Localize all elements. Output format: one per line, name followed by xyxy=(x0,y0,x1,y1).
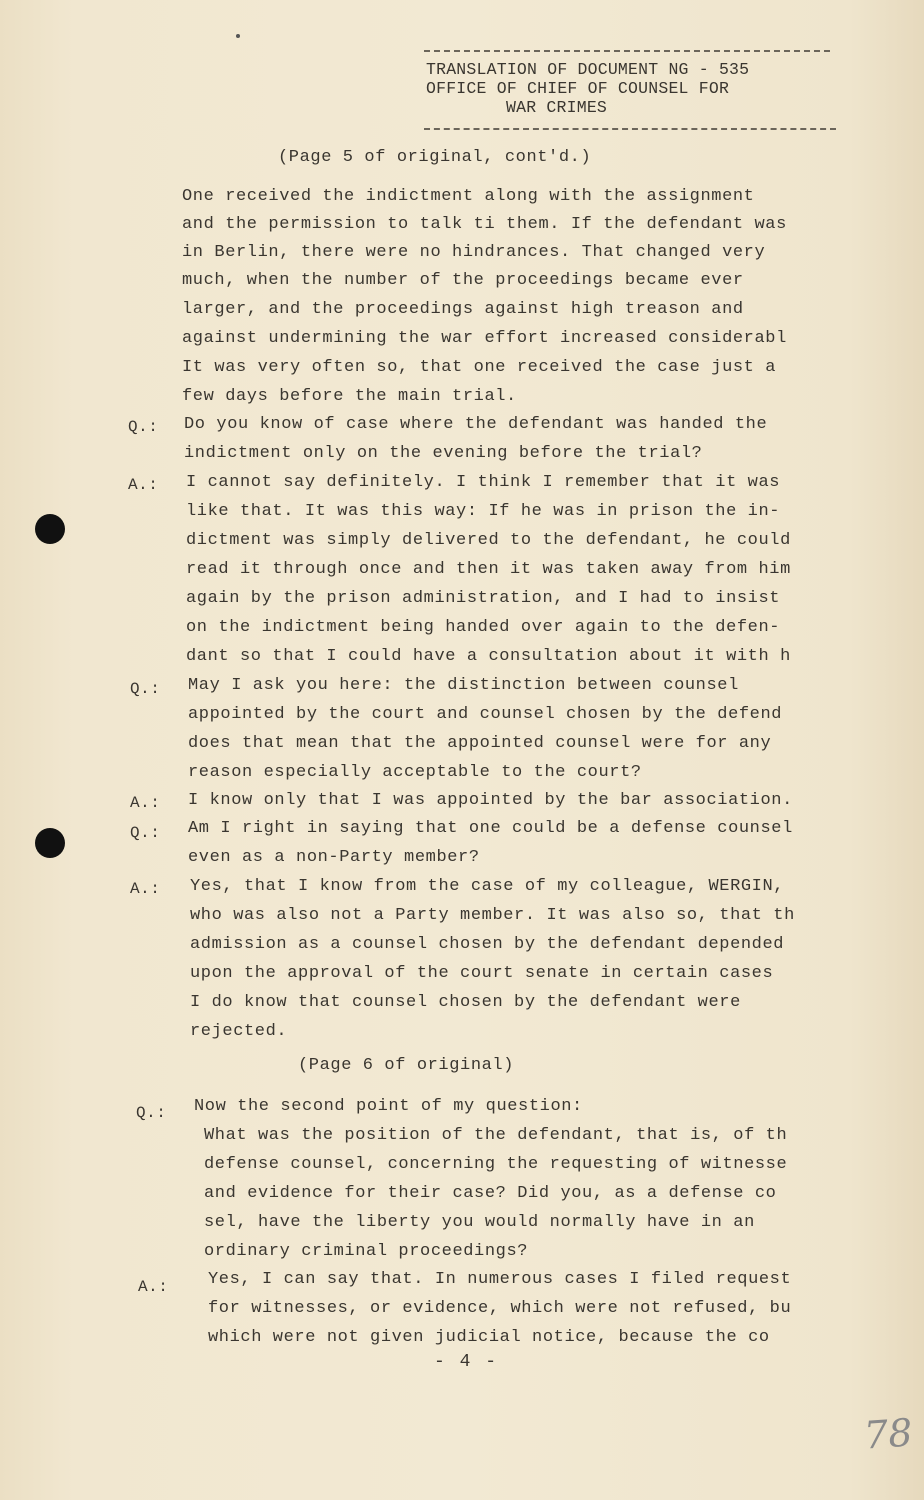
page-note-6: (Page 6 of original) xyxy=(298,1056,515,1075)
text-line: appointed by the court and counsel chosen by the defend xyxy=(188,705,783,724)
handwritten-folio-number: 78 xyxy=(862,1410,914,1458)
header-rule-bottom xyxy=(424,128,836,130)
text-line: Yes, I can say that. In numerous cases I filed request xyxy=(208,1270,792,1289)
text-line: admission as a counsel chosen by the defendant depended xyxy=(190,935,785,954)
question-label: Q.: xyxy=(128,418,159,436)
text-line: May I ask you here: the distinction between counsel xyxy=(188,676,739,695)
answer-label: A.: xyxy=(130,794,161,812)
text-line: for witnesses, or evidence, which were not refused, bu xyxy=(208,1299,792,1318)
text-line: It was very often so, that one received the case just a xyxy=(182,358,777,377)
text-line: upon the approval of the court senate in certain cases xyxy=(190,964,774,983)
document-header xyxy=(426,60,826,117)
text-line: and the permission to talk ti them. If the defendant was xyxy=(182,215,787,234)
question-label: Q.: xyxy=(130,680,161,698)
text-line: ordinary criminal proceedings? xyxy=(204,1242,529,1261)
text-line: rejected. xyxy=(190,1022,288,1041)
header-rule-top xyxy=(424,50,830,52)
text-line: What was the position of the defendant, that is, of th xyxy=(204,1126,788,1145)
answer-label: A.: xyxy=(130,880,161,898)
question-label: Q.: xyxy=(136,1104,167,1122)
answer-label: A.: xyxy=(138,1278,169,1296)
text-line: One received the indictment along with the assignment xyxy=(182,187,755,206)
page-note-5: (Page 5 of original, cont'd.) xyxy=(278,148,592,167)
text-line: in Berlin, there were no hindrances. That changed very xyxy=(182,243,766,262)
text-line: sel, have the liberty you would normally have in an xyxy=(204,1213,755,1232)
text-line: does that mean that the appointed counsel were for any xyxy=(188,734,772,753)
text-line: Am I right in saying that one could be a defense counsel xyxy=(188,819,793,838)
text-line: like that. It was this way: If he was in prison the in- xyxy=(186,502,781,521)
text-line: who was also not a Party member. It was also so, that th xyxy=(190,906,795,925)
header-line-2: OFFICE OF CHIEF OF COUNSEL FOR xyxy=(426,79,730,98)
question-label: Q.: xyxy=(130,824,161,842)
text-line: defense counsel, concerning the requesting of witnesse xyxy=(204,1155,788,1174)
text-line: indictment only on the evening before the trial? xyxy=(184,444,703,463)
text-line: Do you know of case where the defendant was handed the xyxy=(184,415,768,434)
text-line: dant so that I could have a consultation about it with h xyxy=(186,647,791,666)
text-line: reason especially acceptable to the court? xyxy=(188,763,642,782)
text-line: again by the prison administration, and I had to insist xyxy=(186,589,781,608)
text-line: even as a non-Party member? xyxy=(188,848,480,867)
text-line: dictment was simply delivered to the defendant, he could xyxy=(186,531,791,550)
text-line: Now the second point of my question: xyxy=(194,1097,583,1116)
punch-hole-top xyxy=(35,514,65,544)
text-line: I know only that I was appointed by the bar association. xyxy=(188,791,793,810)
page-number: - 4 - xyxy=(434,1352,499,1372)
punch-hole-bottom xyxy=(35,828,65,858)
text-line: I cannot say definitely. I think I remember that it was xyxy=(186,473,781,492)
text-line: few days before the main trial. xyxy=(182,387,517,406)
text-line: on the indictment being handed over again to the defen- xyxy=(186,618,781,637)
text-line: Yes, that I know from the case of my colleague, WERGIN, xyxy=(190,877,785,896)
text-line: which were not given judicial notice, because the co xyxy=(208,1328,770,1347)
text-line: I do know that counsel chosen by the defendant were xyxy=(190,993,741,1012)
text-line: larger, and the proceedings against high treason and xyxy=(182,300,744,319)
text-line: much, when the number of the proceedings became ever xyxy=(182,271,744,290)
text-line: read it through once and then it was taken away from him xyxy=(186,560,791,579)
text-line: and evidence for their case? Did you, as a defense co xyxy=(204,1184,777,1203)
answer-label: A.: xyxy=(128,476,159,494)
header-line-1: TRANSLATION OF DOCUMENT NG - 535 xyxy=(426,60,750,79)
header-line-3: WAR CRIMES xyxy=(506,98,608,117)
speck-mark xyxy=(236,34,240,38)
text-line: against undermining the war effort increased considerabl xyxy=(182,329,787,348)
